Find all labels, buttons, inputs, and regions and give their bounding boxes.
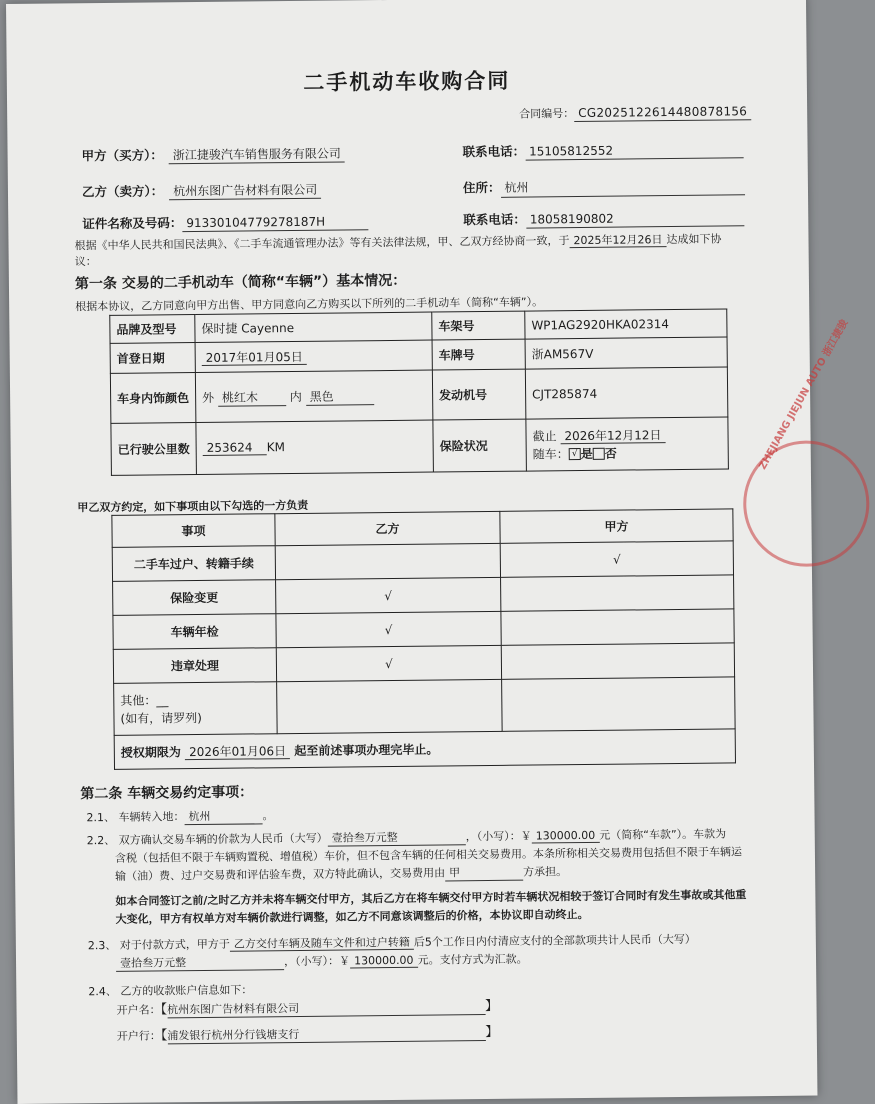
price-uppercase: 壹拾叁万元整 xyxy=(328,828,466,846)
vin-value: WP1AG2920HKA02314 xyxy=(525,309,727,339)
transfer-city: 杭州 xyxy=(184,807,262,825)
buyer-name: 浙江捷骏汽车销售服务有限公司 xyxy=(169,146,345,164)
responsibility-table xyxy=(111,508,736,769)
account-name: 杭州东图广告材料有限公司 xyxy=(167,998,485,1018)
mileage-label: 已行驶公里数 xyxy=(111,423,197,476)
color-label: 车身内饰颜色 xyxy=(110,373,196,424)
cert-row: 证件名称及号码： 91330104779278187H xyxy=(82,210,368,233)
brand-label: 品牌及型号 xyxy=(110,315,195,344)
insurance-cell: 截止 2026年12月12日 随车： √ 是 否 xyxy=(526,417,729,471)
seller-phone: 18058190802 xyxy=(526,210,744,228)
document-title: 二手机动车收购合同 xyxy=(303,68,511,95)
seller-row: 乙方（卖方）： 杭州东图广告材料有限公司 xyxy=(82,179,321,201)
clause-2-4: 2.4、 乙方的收款账户信息如下： xyxy=(88,983,253,999)
payment-number: 130000.00 xyxy=(350,954,418,969)
address-row: 住所： 杭州 xyxy=(463,174,745,198)
reg-date-label: 首登日期 xyxy=(110,343,195,374)
clause-2-3: 2.3、 对于付款方式，甲方于 乙方交付车辆及随车文件和过户转籍 后5个工作日内付清应支付的全部款项共计人民币（大写） xyxy=(87,932,696,953)
article-1-title: 第一条 交易的二手机动车（简称“车辆”）基本情况： xyxy=(74,272,407,293)
account-bank: 浦发银行杭州分行钱塘支行 xyxy=(167,1024,485,1044)
fee-party: 甲 xyxy=(445,864,523,882)
article-1-intro: 根据本协议，乙方同意向甲方出售、甲方同意向乙方购买以下所列的二手机动车（简称“车辆”）。 xyxy=(75,295,544,314)
clause-2-2-bold-1: 如本合同签订之前/之时乙方并未将车辆交付甲方，其后乙方在将车辆交付甲方时若车辆状况相较于签订合同时有发生事故或其他重 xyxy=(115,888,747,908)
col-party-b: 乙方 xyxy=(275,511,500,545)
payment-uppercase: 壹拾叁万元整 xyxy=(116,953,284,972)
address: 杭州 xyxy=(500,176,744,198)
insurance-label: 保险状况 xyxy=(433,419,527,472)
mileage-value: 253624 xyxy=(203,440,267,456)
plate-value: 浙AM567V xyxy=(525,337,727,369)
other-row: 其他：__ (如有，请罗列) xyxy=(114,677,736,736)
article-2-title: 第二条 车辆交易约定事项： xyxy=(80,784,254,803)
exterior-color: 桃红木 xyxy=(218,388,286,407)
clause-2-2-line2: 含税（包括但不限于车辆购置税、增值税）车价，但不包含车辆的任何相关交易费用。本条所称相关交易费用包括但不限于车辆运 xyxy=(114,845,742,865)
authorization-row: 授权期限为 2026年01月06日 起至前述事项办理完毕止。 xyxy=(114,729,735,770)
seller-phone-row: 联系电话： 18058190802 xyxy=(463,206,744,229)
engine-value: CJT285874 xyxy=(525,367,728,419)
intro-line-2: 议： xyxy=(74,255,97,269)
price-number: 130000.00 xyxy=(532,829,600,844)
table-row: 二手车过户、转籍手续 √ xyxy=(112,541,733,582)
account-name-row: 开户名：【杭州东图广告材料有限公司 】 xyxy=(116,998,499,1018)
buyer-phone-row: 联系电话： 15105812552 xyxy=(462,138,743,161)
responsibility-intro: 甲乙双方约定，如下事项由以下勾选的一方负责 xyxy=(77,498,309,515)
intro-line: 根据《中华人民共和国民法典》、《二手车流通管理办法》等有关法律法规，甲、乙双方经协商一致，于 2025年12月26日 达成如下协 xyxy=(74,232,722,253)
authorization-date: 2026年01月06日 xyxy=(185,744,290,760)
col-item: 事项 xyxy=(112,514,275,548)
cert-number: 91330104779278187H xyxy=(182,214,368,232)
vehicle-table xyxy=(109,308,729,475)
color-cell: 外 桃红木 内 黑色 xyxy=(195,370,433,422)
col-party-a: 甲方 xyxy=(500,509,733,543)
reg-date-value: 2017年01月05日 xyxy=(202,350,307,366)
vin-label: 车架号 xyxy=(432,311,525,340)
table-row: 车辆年检 √ xyxy=(113,609,734,650)
seller-name: 杭州东图广告材料有限公司 xyxy=(169,183,321,201)
table-row: 保险变更 √ xyxy=(113,575,734,616)
agreement-date: 2025年12月26日 xyxy=(569,233,666,248)
company-seal: ZHEJIANG JIEJUN AUTO 浙江捷骏 xyxy=(743,440,870,567)
interior-color: 黑色 xyxy=(306,387,374,406)
clause-2-2-line3: 输（油）费、过户交易费和评估验车费，双方特此确认，交易费用由 甲 方承担。 xyxy=(115,865,568,883)
payment-condition: 乙方交付车辆及随车文件和过户转籍 xyxy=(230,936,414,952)
insurance-no-checkbox xyxy=(593,448,605,460)
brand-value: 保时捷 Cayenne xyxy=(195,312,432,342)
mileage-cell: 253624 KM xyxy=(196,420,434,474)
clause-2-2: 2.2、 双方确认交易车辆的价款为人民币（大写） 壹拾叁万元整 ，（小写）：￥ 130000.00 元（简称“车款”）。车款为 xyxy=(86,827,727,848)
clause-2-3-line2: 壹拾叁万元整 ，（小写）：￥ 130000.00 元。支付方式为汇款。 xyxy=(116,951,528,972)
buyer-phone: 15105812552 xyxy=(525,142,743,160)
buyer-row: 甲方（买方）： 浙江捷骏汽车销售服务有限公司 xyxy=(81,142,344,164)
insurance-yes-checkbox: √ xyxy=(569,448,581,460)
plate-label: 车牌号 xyxy=(432,339,525,370)
engine-label: 发动机号 xyxy=(432,369,526,420)
clause-2-2-bold-2: 大变化，甲方有权单方对车辆价款进行调整，如乙方不同意该调整后的价格，本协议即自动终止。 xyxy=(115,907,589,926)
contract-number: CG2025122614480878156 xyxy=(574,104,751,122)
contract-number-row: 合同编号： CG2025122614480878156 xyxy=(519,100,751,121)
contract-page xyxy=(6,0,851,1104)
insurance-date: 2026年12月12日 xyxy=(560,428,665,444)
clause-2-1: 2.1、 车辆转入地： 杭州 。 xyxy=(86,809,274,825)
table-row: 违章处理 √ xyxy=(113,643,734,684)
reg-date-cell xyxy=(195,340,432,372)
account-bank-row: 开户行：【浦发银行杭州分行钱塘支行 】 xyxy=(116,1024,499,1044)
